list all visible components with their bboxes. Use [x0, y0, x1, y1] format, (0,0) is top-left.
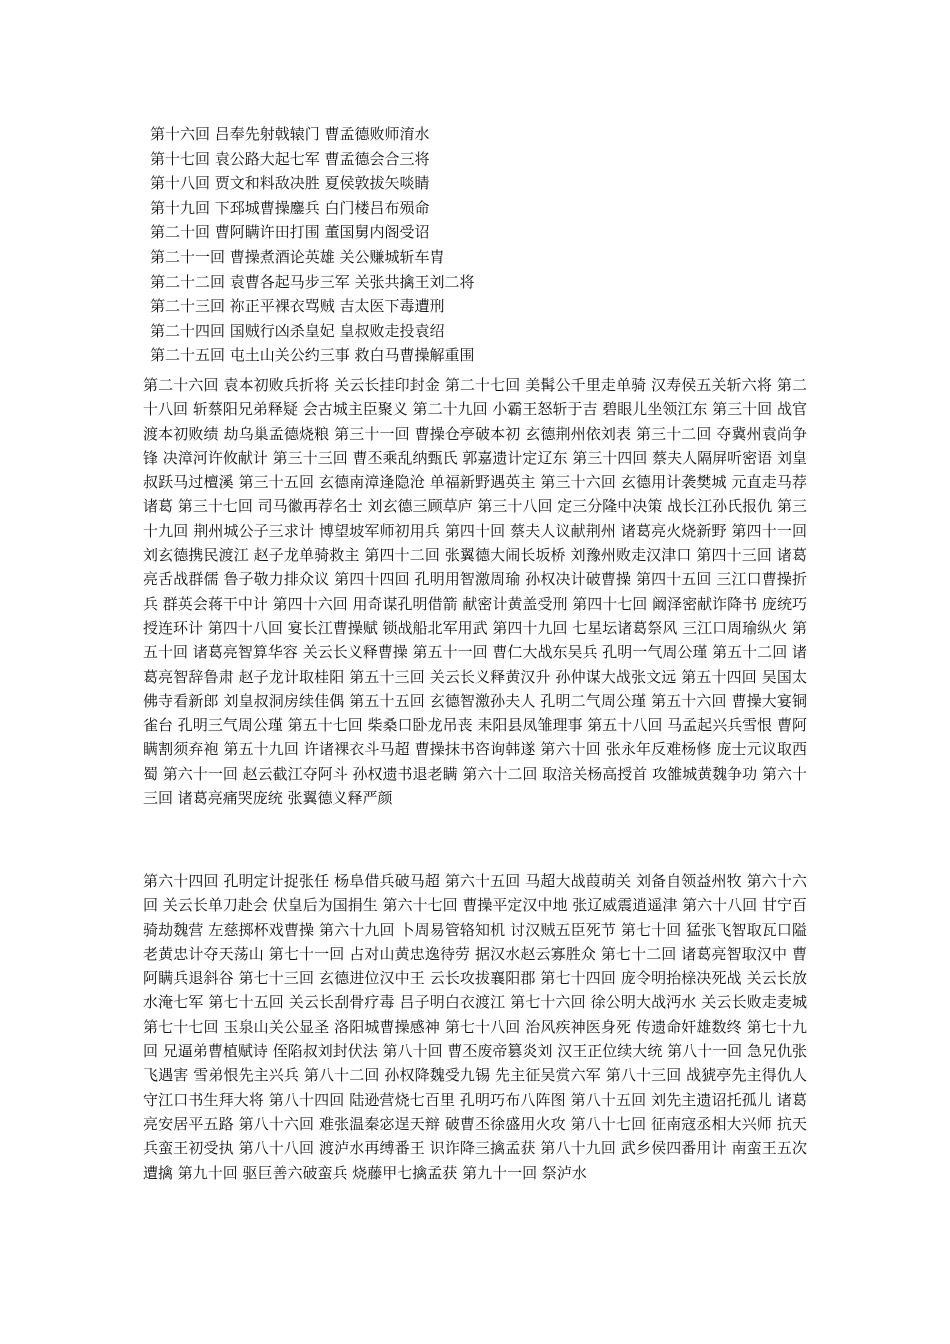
chapter-line-23: 第二十三回 祢正平裸衣骂贼 吉太医下毒遭刑	[150, 297, 445, 316]
chapter-paragraph-26-to-63: 第二十六回 袁本初败兵折将 关云长挂印封金 第二十七回 美髯公千里走单骑 汉寿侯五关斩六将 第二十八回 斩蔡阳兄弟释疑 会古城主臣聚义 第二十九回 小霸王怒斩于吉 碧眼儿坐领江东 第三十回 战官渡本初败绩 劫乌巢孟德烧粮 第三十一回 曹操仓亭破本初 玄德荆州依刘表 第三十二回 夺冀州袁尚争锋 决漳河许攸献计 第三十三回 曹丕乘乱纳甄氏 郭嘉遗计定辽东 第三十四回 蔡夫人隔屏听密语 刘皇叔跃马过檀溪 第三十五回 玄德南漳逢隐沧 单福新野遇英主 第三十六回 玄德用计袭樊城 元直走马荐诸葛 第三十七回 司马徽再荐名士 刘玄德三顾草庐 第三十八回 定三分隆中决策 战长江孙氏报仇 第三十九回 荆州城公子三求计 博望坡军师初用兵 第四十回 蔡夫人议献荆州 诸葛亮火烧新野 第四十一回 刘玄德携民渡江 赵子龙单骑救主 第四十二回 张翼德大闹长坂桥 刘豫州败走汉津口 第四十三回 诸葛亮舌战群儒 鲁子敬力排众议 第四十四回 孔明用智激周瑜 孙权决计破曹操 第四十五回 三江口曹操折兵 群英会蒋干中计 第四十六回 用奇谋孔明借箭 献密计黄盖受刑 第四十七回 阚泽密献诈降书 庞统巧授连环计 第四十八回 宴长江曹操赋 锁战船北军用武 第四十九回 七星坛诸葛祭风 三江口周瑜纵火 第五十回 诸葛亮智算华容 关云长义释曹操 第五十一回 曹仁大战东吴兵 孔明一气周公瑾 第五十二回 诸葛亮智辞鲁肃 赵子龙计取桂阳 第五十三回 关云长义释黄汉升 孙仲谋大战张文远 第五十四回 吴国太佛寺看新郎 刘皇叔洞房续佳偶 第五十五回 玄德智激孙夫人 孔明二气周公瑾 第五十六回 曹操大宴铜雀台 孔明三气周公瑾 第五十七回 柴桑口卧龙吊丧 耒阳县凤雏理事 第五十八回 马孟起兴兵雪恨 曹阿瞒割须弃袍 第五十九回 许诸裸衣斗马超 曹操抹书咨询韩遂 第六十回 张永年反难杨修 庞士元议取西蜀 第六十一回 赵云截江夺阿斗 孙权遗书退老瞒 第六十二回 取涪关杨高授首 攻雒城黄魏争功 第六十三回 诸葛亮痛哭庞统 张翼德义释严颜	[143, 376, 807, 808]
chapter-line-18: 第十八回 贾文和料敌决胜 夏侯敦拔矢啖睛	[150, 174, 430, 193]
chapter-line-17: 第十七回 袁公路大起七军 曹孟德会合三将	[150, 149, 430, 168]
chapter-line-16: 第十六回 吕奉先射戟辕门 曹孟德败师淯水	[150, 125, 430, 143]
chapter-line-24: 第二十四回 国贼行凶杀皇妃 皇叔败走投袁绍	[150, 321, 445, 340]
chapter-line-21: 第二十一回 曹操煮酒论英雄 关公赚城斩车胄	[150, 247, 445, 266]
chapter-line-19: 第十九回 下邳城曹操鏖兵 白门楼吕布殒命	[150, 198, 430, 217]
chapter-line-25: 第二十五回 屯土山关公约三事 救白马曹操解重围	[150, 346, 475, 365]
chapter-list	[150, 122, 810, 368]
chapter-line-20: 第二十回 曹阿瞒许田打围 董国舅内阁受诏	[150, 223, 430, 242]
chapter-paragraph-64-to-91: 第六十四回 孔明定计捉张任 杨阜借兵破马超 第六十五回 马超大战葭萌关 刘备自领益州牧 第六十六回 关云长单刀赴会 伏皇后为国捐生 第六十七回 曹操平定汉中地 张辽威震逍遥津 第六十八回 甘宁百骑劫魏营 左慈掷杯戏曹操 第六十九回 卜周易管辂知机 讨汉贼五臣死节 第七十回 猛张飞智取瓦口隘 老黄忠计夺天荡山 第七十一回 占对山黄忠逸待劳 据汉水赵云寡胜众 第七十二回 诸葛亮智取汉中 曹阿瞒兵退斜谷 第七十三回 玄德进位汉中王 云长攻拔襄阳郡 第七十四回 庞令明抬榇决死战 关云长放水淹七军 第七十五回 关云长刮骨疗毒 吕子明白衣渡江 第七十六回 徐公明大战沔水 关云长败走麦城 第七十七回 玉泉山关公显圣 洛阳城曹操感神 第七十八回 治风疾神医身死 传遗命奸雄数终 第七十九回 兄逼弟曹植赋诗 侄陷叔刘封伏法 第八十回 曹丕废帝篡炎刘 汉王正位续大统 第八十一回 急兄仇张飞遇害 雪弟恨先主兴兵 第八十二回 孙权降魏受九锡 先主征吴赏六军 第八十三回 战猇亭先主得仇人 守江口书生拜大将 第八十四回 陆逊营烧七百里 孔明巧布八阵图 第八十五回 刘先主遗诏托孤儿 诸葛亮安居平五路 第八十六回 难张温秦宓逞天辩 破曹丕徐盛用火攻 第八十七回 征南寇丞相大兴师 抗天兵蛮王初受执 第八十八回 渡泸水再缚番王 识诈降三擒孟获 第八十九回 武乡侯四番用计 南蛮王五次遭擒 第九十回 驱巨善六破蛮兵 烧藤甲七擒孟获 第九十一回 祭泸水	[143, 872, 807, 1182]
chapter-line-22: 第二十二回 袁曹各起马步三军 关张共擒王刘二将	[150, 272, 475, 291]
